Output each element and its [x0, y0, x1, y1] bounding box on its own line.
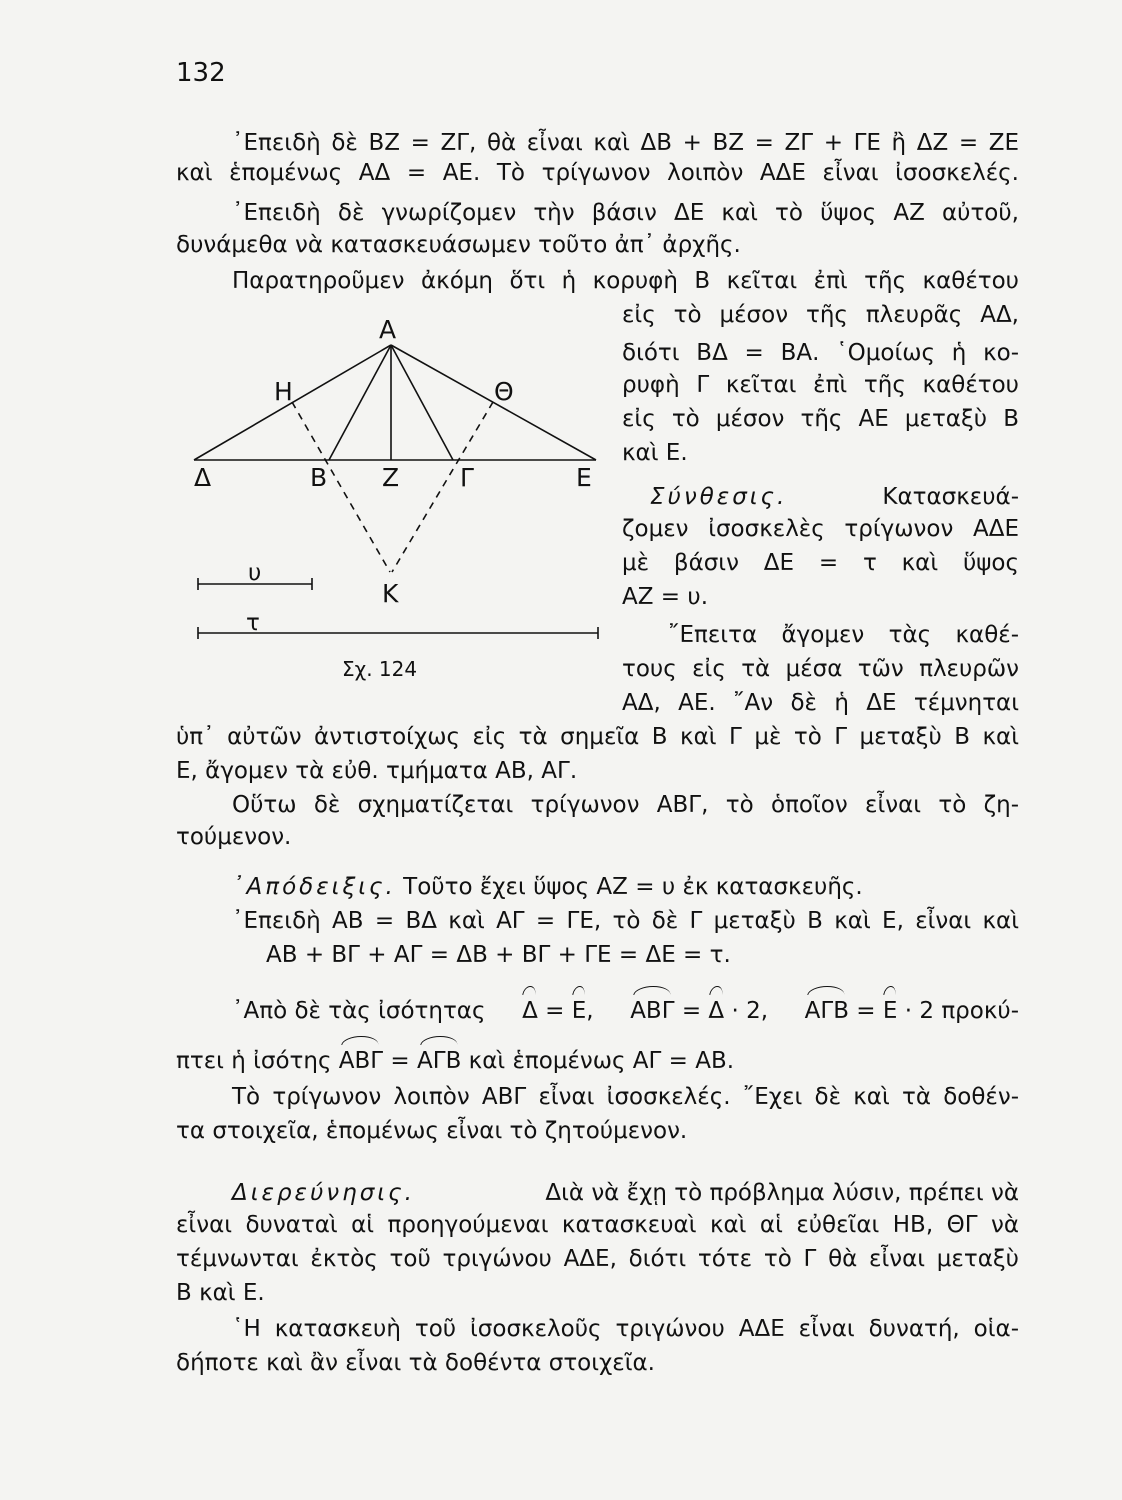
- text-line: ζομεν ἰσοσκελὲς τρίγωνον ΑΔΕ: [622, 516, 1019, 542]
- angle-abg2: ΑΒΓ: [338, 1048, 384, 1074]
- text-line: εἰς τὸ μέσον τῆς ΑΕ μεταξὺ Β: [622, 406, 1019, 432]
- perpendicular-thk: [392, 402, 493, 572]
- text-line: τούμενον.: [176, 824, 292, 850]
- point-label-d: Δ: [194, 463, 212, 492]
- angle-equalities-line: ᾿Απὸ δὲ τὰς ἰσότητας Δ = Ε, ΑΒΓ = Δ · 2, ΑΓΒ = Ε · 2 προκύ-: [232, 998, 1019, 1024]
- text-line: ᾿Επειδὴ δὲ ΒΖ = ΖΓ, θὰ εἶναι καὶ ΔΒ + ΒΖ = ΖΓ + ΓΕ ἢ ΔΖ = ΖΕ: [232, 130, 1019, 156]
- text-line: Παρατηροῦμεν ἀκόμη ὅτι ἡ κορυφὴ Β κεῖται ἐπὶ τῆς καθέτου: [232, 268, 1019, 294]
- point-label-a: Α: [379, 315, 397, 344]
- point-label-e: Ε: [576, 463, 592, 492]
- point-label-b: Β: [310, 463, 328, 492]
- text-line: δυνάμεθα νὰ κατασκευάσωμεν τοῦτο ἀπ᾿ ἀρχῆς.: [176, 232, 741, 258]
- angle-e: Ε: [571, 998, 587, 1024]
- point-label-h: Η: [274, 377, 293, 406]
- point-label-k: Κ: [382, 579, 399, 608]
- text-line: τα στοιχεῖα, ἑπομένως εἶναι τὸ ζητούμενον.: [176, 1118, 688, 1144]
- text-line: τους εἰς τὰ μέσα τῶν πλευρῶν: [622, 656, 1019, 682]
- text-line: δήποτε καὶ ἂν εἶναι τὰ δοθέντα στοιχεῖα.: [176, 1350, 655, 1376]
- angle-agb: ΑΓΒ: [804, 998, 849, 1024]
- geometry-figure: [176, 300, 616, 700]
- angle-d: Δ: [522, 998, 538, 1024]
- text-line: ΑΔ, ΑΕ. ῎Αν δὲ ἡ ΔΕ τέμνηται: [622, 690, 1019, 716]
- text-line: εἶναι δυναταὶ αἱ προηγούμεναι κατασκευαὶ καὶ αἱ εὐθεῖαι ΗΒ, ΘΓ νὰ: [176, 1212, 1019, 1238]
- text-line: Β καὶ Ε.: [176, 1280, 265, 1306]
- text-line: διότι ΒΔ = ΒΑ. ῾Ομοίως ἡ κο-: [622, 340, 1019, 366]
- text-line: ᾿Επειδὴ δὲ γνωρίζομεν τὴν βάσιν ΔΕ καὶ τὸ ὕψος ΑΖ αὐτοῦ,: [232, 200, 1019, 226]
- text-line: μὲ βάσιν ΔΕ = τ καὶ ὕψος: [622, 550, 1019, 576]
- segment-label-t: τ: [246, 610, 260, 636]
- text-line: ῾Η κατασκευὴ τοῦ ἰσοσκελοῦς τριγώνου ΑΔΕ εἶναι δυνατή, οἱα-: [232, 1316, 1019, 1342]
- perpendicular-hk: [292, 402, 390, 572]
- synthesis-line: Σύνθεσις. Κατασκευά-: [650, 484, 1019, 510]
- discussion-line: Διερεύνησις. Διὰ νὰ ἔχῃ τὸ πρόβλημα λύσιν, πρέπει νὰ: [232, 1180, 1019, 1206]
- point-label-g: Γ: [460, 463, 474, 492]
- text-line: ΑΖ = υ.: [622, 584, 709, 610]
- page-number: 132: [176, 58, 226, 88]
- angle-agb2: ΑΓΒ: [417, 1048, 462, 1074]
- text-line: ὑπ᾿ αὐτῶν ἀντιστοίχως εἰς τὰ σημεῖα Β καὶ Γ μὲ τὸ Γ μεταξὺ Β καὶ: [176, 724, 1019, 750]
- point-label-z: Ζ: [382, 463, 400, 492]
- text-line: ῎Επειτα ἄγομεν τὰς καθέ-: [668, 622, 1019, 648]
- text-line: καὶ Ε.: [622, 440, 688, 466]
- text-line: ᾿Επειδὴ ΑΒ = ΒΔ καὶ ΑΓ = ΓΕ, τὸ δὲ Γ μεταξὺ Β καὶ Ε, εἶναι καὶ: [232, 908, 1019, 934]
- discussion-heading: Διερεύνησις.: [232, 1180, 415, 1206]
- text-line: Οὕτω δὲ σχηματίζεται τρίγωνον ΑΒΓ, τὸ ὁποῖον εἶναι τὸ ζη-: [232, 792, 1019, 818]
- figure-caption: Σχ. 124: [342, 657, 418, 681]
- text-line: καὶ ἑπομένως ΑΔ = ΑΕ. Τὸ τρίγωνον λοιπὸν ΑΔΕ εἶναι ἰσοσκελές.: [176, 160, 1019, 186]
- synthesis-heading: Σύνθεσις.: [650, 484, 788, 510]
- text-line: τέμνωνται ἐκτὸς τοῦ τριγώνου ΑΔΕ, διότι τότε τὸ Γ θὰ εἶναι μεταξὺ: [176, 1246, 1019, 1272]
- proof-heading: ᾿Απόδειξις.: [232, 874, 396, 900]
- angle-d2: Δ: [708, 998, 725, 1024]
- text-line: εἰς τὸ μέσον τῆς πλευρᾶς ΑΔ,: [622, 302, 1019, 328]
- text-line: Τὸ τρίγωνον λοιπὸν ΑΒΓ εἶναι ἰσοσκελές. ῎Εχει δὲ καὶ τὰ δοθέν-: [232, 1084, 1019, 1110]
- isotis-line: πτει ἡ ἰσότης ΑΒΓ = ΑΓΒ καὶ ἑπομένως ΑΓ = ΑΒ.: [176, 1048, 735, 1074]
- angle-abg: ΑΒΓ: [630, 998, 675, 1024]
- proof-line: ᾿Απόδειξις. Τοῦτο ἔχει ὕψος ΑΖ = υ ἐκ κατασκευῆς.: [232, 874, 863, 900]
- equation: ΑΒ + ΒΓ + ΑΓ = ΔΒ + ΒΓ + ΓΕ = ΔΕ = τ.: [266, 942, 731, 968]
- segment-label-u: υ: [248, 560, 262, 586]
- text-line: ρυφὴ Γ κεῖται ἐπὶ τῆς καθέτου: [622, 372, 1019, 398]
- angle-e2: Ε: [882, 998, 898, 1024]
- text-line: Ε, ἄγομεν τὰ εὐθ. τμήματα ΑΒ, ΑΓ.: [176, 758, 578, 784]
- point-label-th: Θ: [494, 377, 514, 406]
